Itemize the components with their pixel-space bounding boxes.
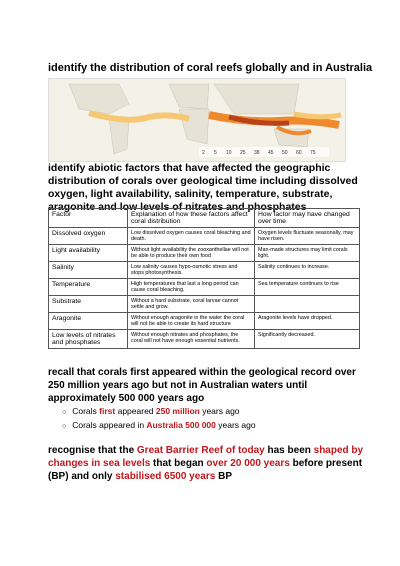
col-header-factor: Factor (49, 209, 128, 228)
table-row (49, 245, 360, 262)
heading-text: recognise that the (48, 445, 137, 456)
bullet-text: appeared (115, 406, 156, 416)
bullet-text: Corals (72, 406, 100, 416)
change-cell (255, 296, 360, 313)
factor-cell: Substrate (49, 296, 128, 313)
map-scale-tick: 50 (282, 150, 288, 156)
col-header-explanation: Explanation of how these factors affect coral distribution (128, 209, 255, 228)
factor-cell: Light availability (49, 245, 128, 262)
highlight-text: stabilised 6500 years (115, 471, 216, 482)
change-cell: Man-made structures may limit corals light. (255, 245, 360, 262)
map-scale-tick: 60 (296, 150, 302, 156)
col-header-change: How factor may have changed over time (255, 209, 360, 228)
highlight-text: first (99, 406, 116, 416)
explanation-cell: Without enough aragonite in the water the coral will not be able to create its hard structure (128, 313, 255, 330)
heading-great-barrier-reef (48, 444, 368, 483)
heading-abiotic-factors: identify abiotic factors that have affected the geographic distribution of corals over geological time including dissolved oxygen, light availability, salinity, temperature, substrate, aragonite and low levels of nitrates and phosphates (48, 162, 358, 213)
highlight-text: over 20 000 years (206, 458, 290, 469)
explanation-cell: Without light availability the zooxanthellae will not be able to produce their own food (128, 245, 255, 262)
highlight-text: shaped by changes in sea levels (48, 445, 364, 469)
table-row (49, 313, 360, 330)
table-row (49, 262, 360, 279)
highlight-text: Australia 500 000 (146, 420, 216, 430)
heading-text: has been (264, 445, 314, 456)
highlight-text: Great Barrier Reef of today (136, 445, 265, 456)
table-row (49, 296, 360, 313)
list-item (62, 405, 256, 419)
heading-text: before present (BP) and only (48, 458, 363, 482)
factor-cell: Salinity (49, 262, 128, 279)
factor-cell: Dissolved oxygen (49, 228, 128, 245)
map-scale-tick: 25 (240, 150, 246, 156)
coral-history-list (62, 405, 256, 433)
map-scale-tick: 2 (202, 150, 205, 156)
table-header-row (49, 209, 360, 228)
change-cell: Aragonite levels have dropped. (255, 313, 360, 330)
world-map-image (49, 79, 345, 161)
change-cell: Oxygen levels fluctuate seasonally, may have risen. (255, 228, 360, 245)
map-scale-tick: 10 (226, 150, 232, 156)
table-row (49, 228, 360, 245)
factor-cell: Aragonite (49, 313, 128, 330)
heading-coral-history: recall that corals first appeared within the geological record over 250 million years ago but not in Australian waters until approximately 500 000 years ago (48, 367, 356, 404)
heading-text: that began (150, 458, 207, 469)
bullet-text: years ago (215, 420, 256, 430)
list-item (62, 419, 256, 433)
explanation-cell: High temperatures that last a long period can cause coral bleaching. (128, 279, 255, 296)
explanation-cell: Low salinity causes hypo-osmotic stress and stops photosynthesis. (128, 262, 255, 279)
explanation-cell: Low dissolved oxygen causes coral bleaching and death. (128, 228, 255, 245)
coral-reef-map (48, 78, 346, 162)
map-scale-tick: 75 (310, 150, 316, 156)
map-scale-tick: 5 (214, 150, 217, 156)
map-scale-tick: 45 (268, 150, 274, 156)
map-scale-tick: 38 (254, 150, 260, 156)
heading-distribution: identify the distribution of coral reefs globally and in Australia (48, 62, 373, 74)
change-cell: Salinity continues to increase. (255, 262, 360, 279)
abiotic-factors-table (48, 208, 360, 349)
factor-cell: Low levels of nitrates and phosphates (49, 330, 128, 349)
table-row (49, 330, 360, 349)
explanation-cell: Without enough nitrates and phosphates, the coral will not have enough essential nutrients. (128, 330, 255, 349)
bullet-text: Corals appeared in (72, 420, 147, 430)
table-row (49, 279, 360, 296)
factor-cell: Temperature (49, 279, 128, 296)
change-cell: Sea temperature continues to rise (255, 279, 360, 296)
heading-text: BP (215, 471, 232, 482)
bullet-text: years ago (199, 406, 240, 416)
change-cell: Significantly decreased. (255, 330, 360, 349)
explanation-cell: Without a hard substrate, coral larvae cannot settle and grow. (128, 296, 255, 313)
highlight-text: 250 million (155, 406, 200, 416)
